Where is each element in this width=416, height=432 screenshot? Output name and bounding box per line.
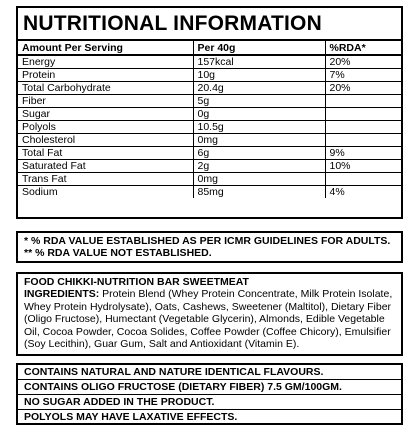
table-row bbox=[18, 121, 401, 134]
nutrient-name: Fiber bbox=[18, 95, 193, 108]
nutrient-name: Polyols bbox=[18, 121, 193, 134]
rda-value: 9% bbox=[325, 147, 401, 160]
amount-value: 10g bbox=[193, 69, 325, 82]
column-header: Amount Per Serving bbox=[18, 41, 193, 55]
nutrition-table bbox=[18, 41, 401, 198]
amount-value: 0g bbox=[193, 108, 325, 121]
rda-footnote-box bbox=[16, 231, 403, 263]
table-row bbox=[18, 55, 401, 69]
amount-value: 0mg bbox=[193, 134, 325, 147]
table-row bbox=[18, 186, 401, 199]
amount-value: 20.4g bbox=[193, 82, 325, 95]
ingredients-paragraph bbox=[24, 288, 395, 350]
rda-value bbox=[325, 121, 401, 134]
product-name: FOOD CHIKKI-NUTRITION BAR SWEETMEAT bbox=[24, 276, 249, 288]
table-row bbox=[18, 160, 401, 173]
rda-value bbox=[325, 108, 401, 121]
rda-note: ** % RDA VALUE NOT ESTABLISHED. bbox=[24, 247, 212, 259]
table-row bbox=[18, 108, 401, 121]
nutrient-name: Cholesterol bbox=[18, 134, 193, 147]
rda-value: 4% bbox=[329, 186, 345, 198]
nutrient-name: Saturated Fat bbox=[18, 160, 193, 173]
table-row bbox=[18, 134, 401, 147]
nutrient-name: Sugar bbox=[18, 108, 193, 121]
table-row bbox=[18, 147, 401, 160]
table-header-row bbox=[18, 41, 401, 55]
nutrient-name: Sodium bbox=[18, 186, 193, 199]
note-line: POLYOLS MAY HAVE LAXATIVE EFFECTS. bbox=[24, 411, 238, 423]
rda-value bbox=[325, 134, 401, 147]
amount-value: 0mg bbox=[193, 173, 325, 186]
rda-value: 7% bbox=[325, 69, 401, 82]
table-row bbox=[18, 69, 401, 82]
nutrient-name: Total Fat bbox=[18, 147, 193, 160]
note-line: CONTAINS NATURAL AND NATURE IDENTICAL FLAVOURS. bbox=[18, 365, 401, 380]
ingredients-label: INGREDIENTS: bbox=[24, 288, 100, 301]
notes-box bbox=[16, 363, 403, 425]
note-line: CONTAINS OLIGO FRUCTOSE (DIETARY FIBER) 7.5 GM/100GM. bbox=[18, 380, 401, 395]
table-row bbox=[18, 95, 401, 108]
ingredients-text: Protein Blend (Whey Protein Concentrate, Milk Protein Isolate, Whey Protein Hydrolysate), Oats, Cashews, Sweetener (Maltitol), Dietary Fiber (Oligo Fructose), Humectant (Vegetable Glycerin), Almonds, Edible Vegetable Oil, Cocoa Powder, Cocoa Solides, Coffee Powder (Coffee Chicory), Emulsifier (Soy Lecithin), Guar Gum, Salt and Antioxidant (Vitamin E). bbox=[24, 288, 393, 351]
amount-value: 6g bbox=[193, 147, 325, 160]
nutrition-facts-panel bbox=[16, 6, 403, 219]
rda-value bbox=[325, 95, 401, 108]
rda-value bbox=[325, 173, 401, 186]
nutrient-name: Protein bbox=[18, 69, 193, 82]
table-row bbox=[18, 82, 401, 95]
column-header: %RDA* bbox=[325, 41, 401, 55]
amount-value: 157kcal bbox=[193, 55, 325, 69]
nutrient-name: Total Carbohydrate bbox=[18, 82, 193, 95]
nutrient-name: Energy bbox=[18, 55, 193, 69]
panel-title: NUTRITIONAL INFORMATION bbox=[18, 8, 401, 41]
amount-value: 10.5g bbox=[193, 121, 325, 134]
rda-value: 10% bbox=[325, 160, 401, 173]
amount-value: 5g bbox=[193, 95, 325, 108]
amount-value: 2g bbox=[193, 160, 325, 173]
rda-value: 20% bbox=[325, 55, 401, 69]
rda-note: * % RDA VALUE ESTABLISHED AS PER ICMR GUIDELINES FOR ADULTS. bbox=[24, 235, 391, 247]
note-line: NO SUGAR ADDED IN THE PRODUCT. bbox=[18, 395, 401, 410]
table-row bbox=[18, 173, 401, 186]
ingredients-box bbox=[16, 272, 403, 356]
column-header: Per 40g bbox=[193, 41, 325, 55]
amount-value: 85mg bbox=[193, 186, 325, 199]
rda-value: 20% bbox=[325, 82, 401, 95]
nutrient-name: Trans Fat bbox=[18, 173, 193, 186]
